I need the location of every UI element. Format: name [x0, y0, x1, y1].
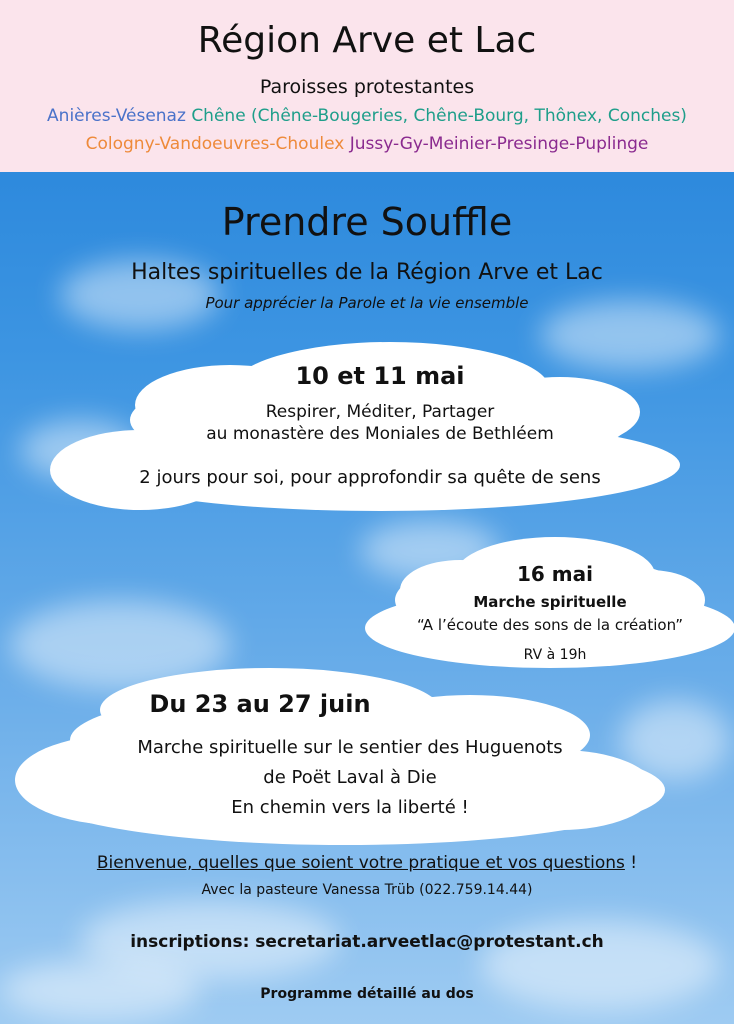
inscriptions-email[interactable]: inscriptions: secretariat.arveetlac@protestant.ch [130, 932, 604, 952]
parishes-subtitle: Paroisses protestantes [259, 76, 475, 98]
region-title: Région Arve et Lac [197, 20, 537, 61]
parish-cologny: Cologny-Vandoeuvres-Choulex [85, 134, 345, 154]
welcome-line [0, 853, 734, 873]
event-2-date: 16 mai [517, 562, 593, 586]
main-title: Prendre Souffle [221, 200, 513, 244]
event-1-line-3: 2 jours pour soi, pour approfondir sa quête de sens [139, 467, 601, 488]
parish-chene: Chêne (Chêne-Bougeries, Chêne-Bourg, Thônex, Conches) [191, 106, 687, 126]
event-1-date: 10 et 11 mai [295, 362, 465, 390]
main-subtitle: Haltes spirituelles de la Région Arve et Lac [131, 260, 603, 285]
event-1-line-2: au monastère des Moniales de Bethléem [206, 424, 554, 444]
event-3-line-1: Marche spirituelle sur le sentier des Huguenots [137, 737, 563, 758]
welcome-text: Bienvenue, quelles que soient votre pratique et vos questions [96, 853, 625, 873]
event-3-date: Du 23 au 27 juin [149, 690, 371, 718]
event-2-line-3: RV à 19h [523, 647, 587, 663]
programme-note: Programme détaillé au dos [260, 986, 474, 1002]
event-3-line-2: de Poët Laval à Die [263, 767, 437, 788]
event-2-line-2: “A l’écoute des sons de la création” [416, 616, 684, 634]
pastor-contact: Avec la pasteure Vanessa Trüb (022.759.14.44) [201, 882, 533, 898]
welcome-exclamation: ! [624, 853, 638, 873]
main-tagline: Pour apprécier la Parole et la vie ensemble [205, 294, 529, 312]
event-1-line-1: Respirer, Méditer, Partager [265, 402, 495, 422]
parish-jussy: Jussy-Gy-Meinier-Presinge-Puplinge [349, 134, 649, 154]
event-3-line-3: En chemin vers la liberté ! [231, 797, 469, 818]
parish-anieres: Anières-Vésenaz [47, 106, 186, 126]
event-2-line-1: Marche spirituelle [473, 593, 627, 611]
